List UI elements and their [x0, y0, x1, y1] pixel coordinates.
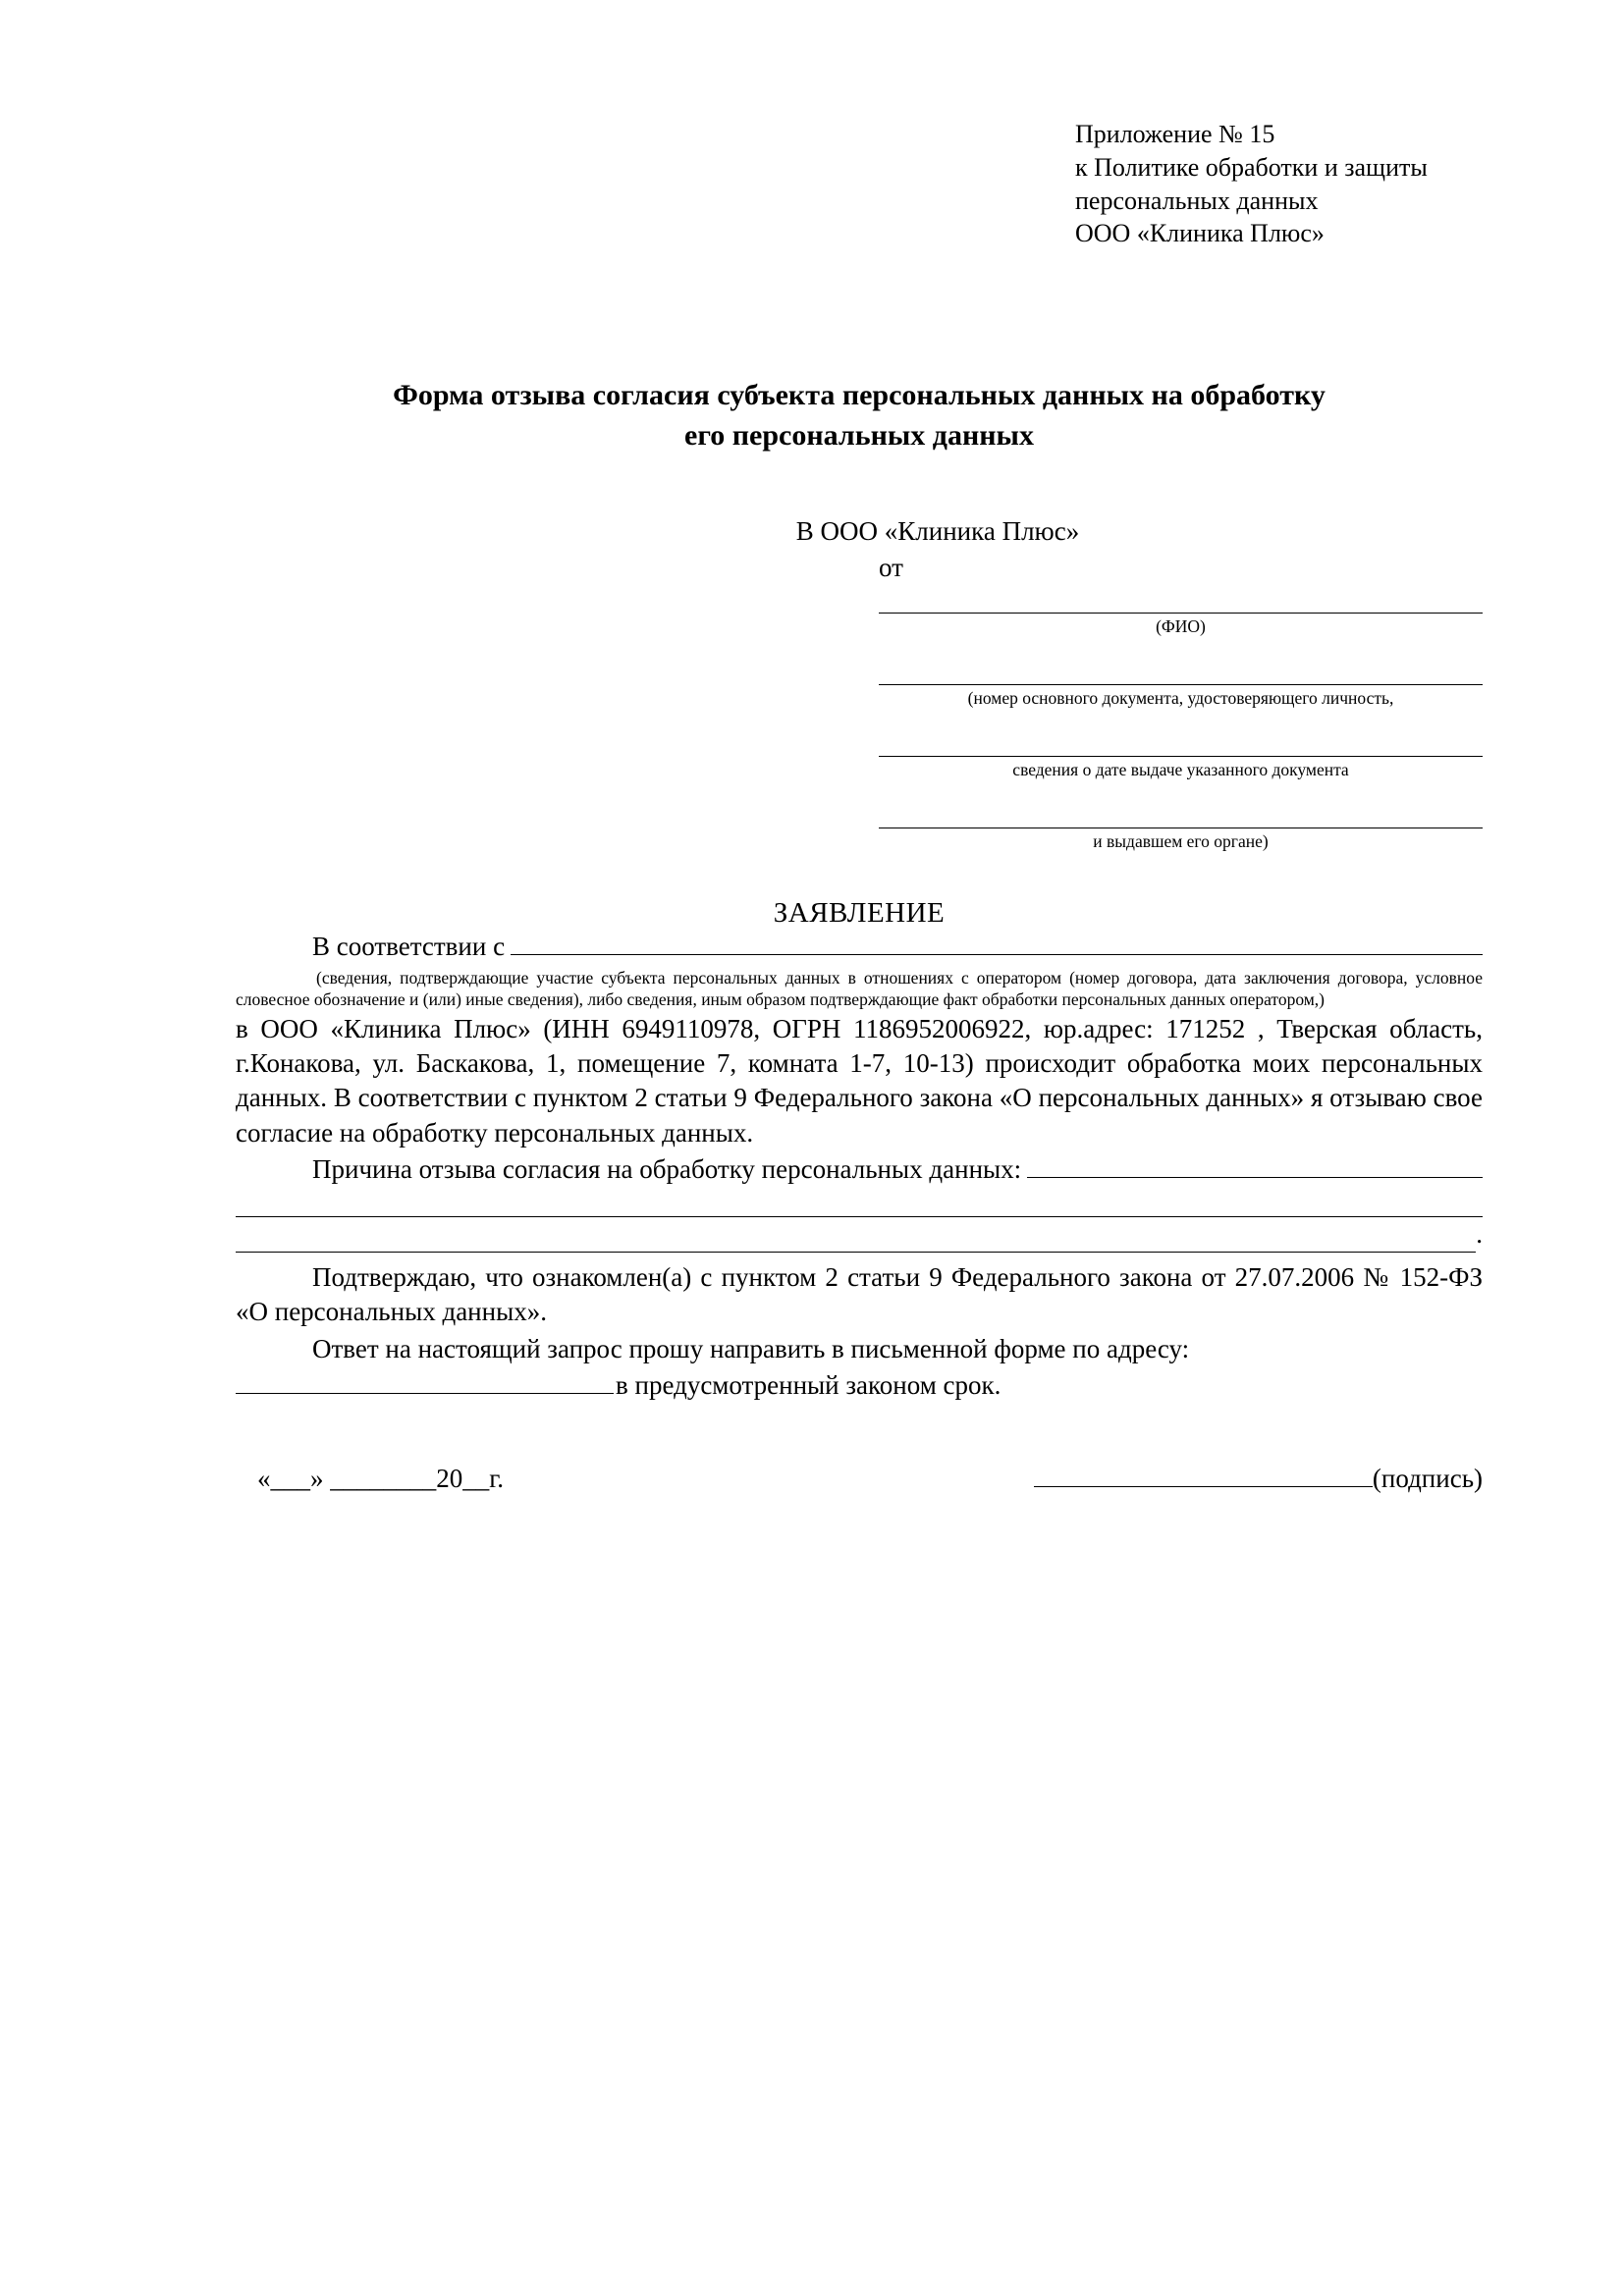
statement-note-text: (сведения, подтверждающие участие субъекта персональных данных в отношениях с оператором (номер договора, дата заключения договора, условное словесное обозначение и (или) иные сведения), либо сведения, иным образом подтверждающие факт обработки персональных данных оператором,)	[236, 967, 1483, 1009]
page-title-line-2: его персональных данных	[684, 418, 1034, 452]
spacer	[879, 713, 1483, 730]
appendix-header-line-4: ООО «Клиника Плюс»	[1075, 219, 1325, 248]
statement-reason-label: Причина отзыва согласия на обработку персональных данных:	[312, 1154, 1022, 1185]
statement-reason-input-2[interactable]	[236, 1187, 1483, 1217]
statement-reason-input-3[interactable]	[236, 1224, 1476, 1253]
signature-date-field[interactable]: «___» ________20__г.	[257, 1464, 505, 1494]
signature-block	[236, 1464, 1483, 1494]
addressee-document-caption: (номер основного документа, удостоверяющего личность,	[967, 688, 1394, 709]
appendix-header-line-1: Приложение № 15	[1075, 120, 1275, 148]
addressee-issuer-field[interactable]	[879, 784, 1483, 852]
statement-reason-row-3	[236, 1217, 1483, 1252]
document-content	[236, 118, 1483, 1494]
addressee-document-rule[interactable]	[879, 659, 1483, 685]
statement-intro-row	[236, 930, 1483, 964]
addressee-fio-rule[interactable]	[879, 587, 1483, 614]
addressee-from-label: от	[879, 553, 903, 583]
addressee-issuer-caption: и выдавшем его органе)	[1093, 831, 1269, 852]
statement-address-input[interactable]	[236, 1369, 614, 1394]
statement-heading: ЗАЯВЛЕНИЕ	[773, 897, 946, 930]
statement-reason-row	[236, 1152, 1483, 1187]
statement-paragraph-1: в ООО «Клиника Плюс» (ИНН 6949110978, ОГРН 1186952006922, юр.адрес: 171252 , Тверская область, г.Конакова, ул. Баскакова, 1, помещение 7, комната 1-7, 10-13) происходит обработка моих персональных данных. В соответствии с пунктом 2 статьи 9 Федерального закона «О персональных данных» я отзываю свое согласие на обработку персональных данных.	[236, 1013, 1483, 1148]
appendix-header-line-3: персональных данных	[1075, 186, 1319, 215]
addressee-document-field[interactable]	[879, 641, 1483, 709]
addressee-issuer-rule[interactable]	[879, 802, 1483, 828]
statement-note	[236, 967, 1483, 1010]
addressee-fio-field[interactable]	[879, 587, 1483, 637]
statement-intro-label: В соответствии с	[312, 932, 506, 962]
statement-reason-input-1[interactable]	[1027, 1155, 1483, 1178]
addressee-block	[236, 516, 1483, 852]
addressee-date-caption: сведения о дате выдаче указанного документа	[1012, 760, 1349, 780]
addressee-date-rule[interactable]	[879, 730, 1483, 757]
spacer	[879, 784, 1483, 802]
signature-caption: (подпись)	[1372, 1464, 1483, 1494]
addressee-date-field[interactable]	[879, 713, 1483, 780]
addressee-organization: В ООО «Клиника Плюс»	[795, 516, 1080, 547]
signature-field-group	[1034, 1464, 1483, 1494]
appendix-header	[1075, 118, 1483, 250]
statement-paragraph-3: Ответ на настоящий запрос прошу направить в письменной форме по адресу:	[312, 1333, 1190, 1363]
statement-reason-period: .	[1476, 1219, 1483, 1250]
addressee-fio-caption: (ФИО)	[1156, 616, 1206, 637]
statement-address-row	[236, 1368, 1483, 1403]
spacer	[879, 641, 1483, 659]
signature-input[interactable]	[1034, 1465, 1373, 1487]
statement-paragraph-2: Подтверждаю, что ознакомлен(а) с пунктом 2 статьи 9 Федерального закона от 27.07.2006 № 152-ФЗ «О персональных данных».	[236, 1261, 1483, 1327]
page-title	[236, 376, 1483, 455]
statement-body	[236, 930, 1483, 1403]
statement-intro-input[interactable]	[511, 933, 1483, 955]
statement-address-tail: в предусмотренный законом срок.	[616, 1369, 1001, 1400]
page-title-line-1: Форма отзыва согласия субъекта персональных данных на обработку	[393, 379, 1326, 412]
appendix-header-line-2: к Политике обработки и защиты	[1075, 152, 1428, 182]
